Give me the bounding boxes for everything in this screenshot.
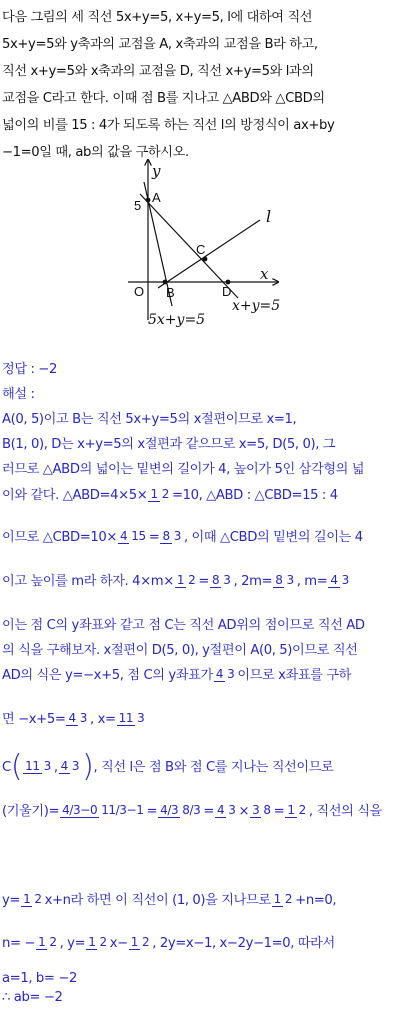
- label-O: O: [134, 284, 145, 299]
- point-A: [146, 198, 151, 203]
- solution-line-8: 의 식을 구해보자. x절편이 D(5, 0), y절편이 A(0, 5)이므로 직선: [2, 643, 358, 658]
- label-A: A: [152, 190, 161, 205]
- fraction: 8 3: [162, 529, 181, 544]
- solution-line-10: 면 −x+5= 4 3 , x= 11 3: [2, 711, 145, 727]
- problem-text: [2, 4, 398, 166]
- fraction: 4 15: [120, 529, 146, 544]
- problem-line-5: 넓이의 비를 15 : 4가 되도록 하는 직선 l의 방정식이 ax+by: [2, 118, 335, 133]
- solution-line-16: ∴ ab= −2: [2, 990, 63, 1005]
- label-B: B: [166, 285, 175, 300]
- label-line-5x-plus-y: 5x+y=5: [148, 312, 206, 328]
- solution-line-11: C( 11 3 ,4 3 ), 직선 l은 점 B와 점 C를 지나는 직선이므로: [2, 749, 334, 784]
- label-five: 5: [134, 198, 142, 213]
- solution-line-3: 러므로 △ABD의 넓이는 밑변의 길이가 4, 높이가 5인 삼각형의 넓: [2, 462, 365, 477]
- coordinate-figure: [128, 158, 308, 328]
- solution-line-2: B(1, 0), D는 x+y=5의 x절편과 같으므로 x=5, D(5, 0), 그: [2, 437, 336, 452]
- solution-line-1: A(0, 5)이고 B는 직선 5x+y=5의 x절편이므로 x=1,: [2, 412, 297, 427]
- solution-line-13: y= 1 2 x+n라 하면 이 직선이 (1, 0)을 지나므로 1 2 +n=0,: [2, 892, 337, 908]
- fraction: 8 3: [275, 573, 294, 588]
- solution-line-14: n= − 1 2 , y= 1 2 x− 1 2 , 2y=x−1, x−2y−1=0, 따라서: [2, 935, 335, 951]
- label-y-axis: y: [152, 162, 161, 180]
- solution-line-4: 이와 같다. △ABD=4×5× 1 2 =10, △ABD : △CBD=15 : 4: [2, 487, 338, 503]
- fraction: 11 3: [118, 711, 145, 726]
- label-C: C: [196, 242, 206, 257]
- fraction: 1 2: [273, 892, 293, 907]
- solution-line-9: AD의 식은 y=−x+5, 점 C의 y좌표가 4 3 이므로 x좌표를 구하: [2, 667, 352, 683]
- fraction: 1 2: [23, 892, 42, 907]
- problem-line-6: −1=0일 때, ab의 값을 구하시오.: [2, 145, 189, 160]
- problem-line-2: 5x+y=5와 y축과의 교점을 A, x축과의 교점을 B라 하고,: [2, 37, 318, 52]
- fraction: 1 2: [150, 487, 169, 502]
- fraction: 11 3: [25, 759, 51, 774]
- solution-line-7: 이는 점 C의 y좌표와 같고 점 C는 직선 AD위의 점이므로 직선 AD: [2, 618, 365, 633]
- solution-line-15: a=1, b= −2: [2, 971, 77, 986]
- label-x-axis: x: [260, 265, 269, 283]
- solution-line-5: 이므로 △CBD=10× 4 15 = 8 3 , 이때 △CBD의 밑변의 길이는 4: [2, 529, 363, 545]
- fraction: 4 3: [217, 803, 236, 818]
- fraction: 1 2: [130, 935, 150, 950]
- fraction: 3 8: [252, 803, 271, 818]
- solution-heading: 해설 :: [2, 387, 35, 402]
- fraction: 4/3 8/3: [160, 803, 201, 818]
- problem-line-4: 교점을 C라고 한다. 이때 점 B를 지나고 △ABD와 △CBD의: [2, 91, 325, 106]
- fraction: 1 2: [176, 573, 196, 588]
- fraction: 4 3: [215, 667, 235, 682]
- problem-line-1: 다음 그림의 세 직선 5x+y=5, x+y=5, l에 대하여 직선: [2, 10, 313, 25]
- label-l: l: [266, 207, 272, 226]
- solution-line-12: (기울기)= 4/3−0 11/3−1 = 4/3 8/3 = 4 3 × 3 8 = 1 2 , 직선의 식을: [2, 803, 382, 819]
- fraction: 4/3−0 11/3−1: [62, 803, 144, 818]
- answer-line: 정답 : −2: [2, 362, 57, 377]
- fraction: 1 2: [88, 935, 107, 950]
- fraction: 1 2: [287, 803, 306, 818]
- problem-line-3: 직선 x+y=5와 x축과의 교점을 D, 직선 x+y=5와 l과의: [2, 64, 314, 79]
- fraction: 4 3: [330, 573, 349, 588]
- point-C: [203, 257, 208, 262]
- fraction: 8 3: [212, 573, 231, 588]
- fraction: 1 2: [38, 935, 57, 950]
- point-B: [163, 280, 168, 285]
- fraction: 4 3: [68, 711, 87, 726]
- fraction: 4 3: [60, 759, 80, 774]
- label-D: D: [222, 284, 232, 299]
- label-line-x-plus-y: x+y=5: [232, 298, 281, 314]
- solution-line-6: 이고 높이를 m라 하자. 4×m× 1 2 = 8 3 , 2m= 8 3 , m= 4 3: [2, 573, 349, 589]
